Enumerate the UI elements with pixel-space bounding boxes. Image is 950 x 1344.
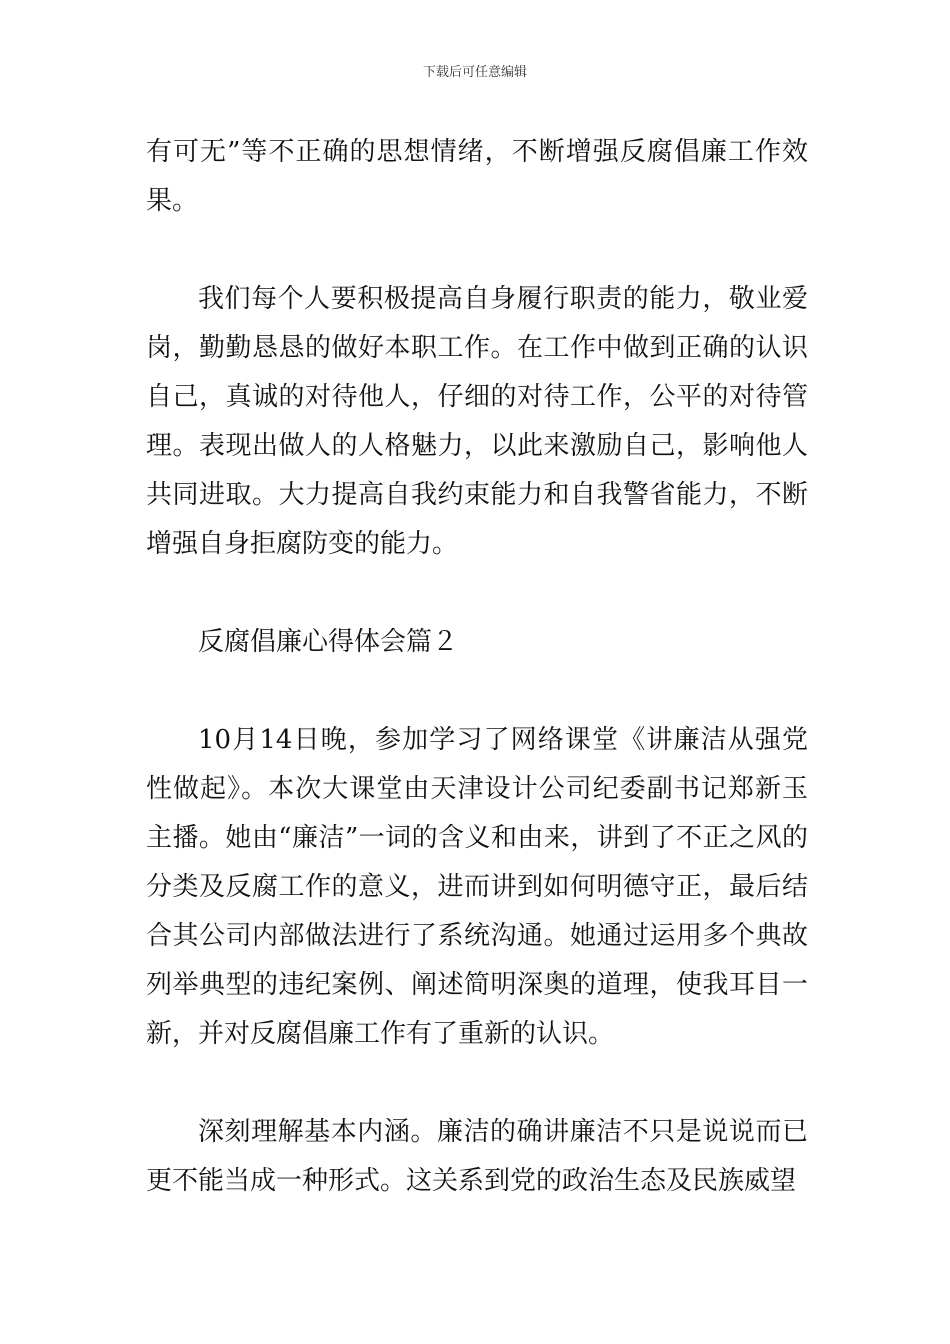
paragraph-3: 10月14日晚，参加学习了网络课堂《讲廉洁从强党性做起》。本次大课堂由天津设计公司纪委副书记郑新玉主播。她由“廉洁”一词的含义和由来，讲到了不正之风的分类及反腐工作的意义，进而讲到如何明德守正，最后结合其公司内部做法进行了系统沟通。她通过运用多个典故列举典型的违纪案例、阐述简明深奥的道理，使我耳目一新，并对反腐倡廉工作有了重新的认识。 [146,725,808,1049]
paragraph-4: 深刻理解基本内涵。廉洁的确讲廉洁不只是说说而已更不能当成一种形式。这关系到党的政治生态及民族威望 [146,1117,808,1196]
page-header-note: 下载后可任意编辑 [422,65,527,80]
paragraph-gap [146,226,808,275]
paragraph-2: 我们每个人要积极提高自身履行职责的能力，敬业爱岗，勤勤恳恳的做好本职工作。在工作中做到正确的认识自己，真诚的对待他人，仔细的对待工作，公平的对待管理。表现出做人的人格魅力，以此来激励自己，影响他人共同进取。大力提高自我约束能力和自我警省能力，不断增强自身拒腐防变的能力。 [146,284,808,559]
paragraph-gap [146,569,808,618]
paragraph-gap [146,667,808,716]
paragraph-gap [146,1059,808,1108]
section-heading: 反腐倡廉心得体会篇２ [198,627,459,657]
paragraph-1: 有可无”等不正确的思想情绪，不断增强反腐倡廉工作效果。 [146,137,808,216]
document-body [146,128,808,1206]
